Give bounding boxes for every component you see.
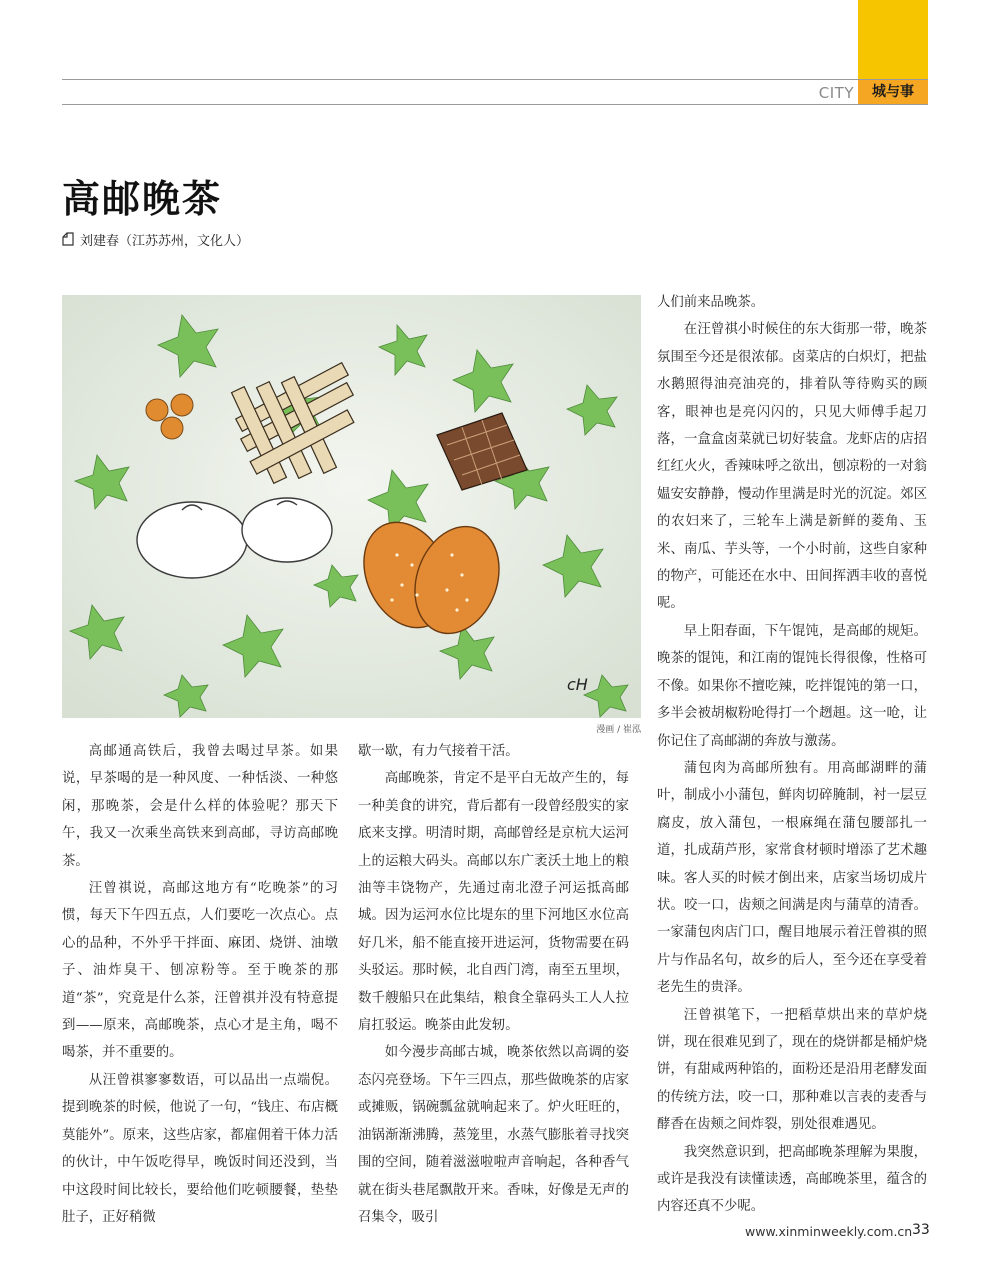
header-rule-top [62, 79, 928, 80]
paragraph: 我突然意识到，把高邮晚茶理解为果腹，或许是我没有读懂读透，高邮晚茶里，蕴含的内容还真不少呢。 [657, 1144, 927, 1215]
illustration-artwork [62, 295, 641, 718]
food-illustration [62, 295, 641, 718]
paragraph: 高邮通高铁后，我曾去喝过早茶。如果说，早茶喝的是一种风度、一种恬淡、一种悠闲，那晚茶，会是什么样的体验呢？那天下午，我又一次乘坐高铁来到高邮，寻访高邮晚茶。 [62, 744, 338, 869]
section-label: 城与事 [858, 80, 928, 104]
paragraph: 歇一歇，有力气接着干活。 [358, 744, 519, 759]
illustration-credit: 漫画 / 崔泓 [596, 725, 641, 735]
pen-icon [62, 232, 74, 246]
footer-url[interactable]: www.xinminweekly.com.cn [745, 1224, 913, 1239]
article-column-3 [657, 289, 927, 1221]
paragraph: 在汪曾祺小时候住的东大街那一带，晚茶氛围至今还是很浓郁。卤菜店的白炽灯，把盐水鹅照得油亮油亮的，排着队等待购买的顾客，眼神也是亮闪闪的，只见大师傅手起刀落，一盒盒卤菜就已切好装盒。龙虾店的店招红红火火，香辣味呼之欲出，刨凉粉的一对翁媪安安静静，慢动作里满是时光的沉淀。郊区的农妇来了，三轮车上满是新鲜的菱角、玉米、南瓜、芋头等，一个小时前，这些自家种的物产，可能还在水中、田间挥洒丰收的喜悦呢。 [657, 322, 927, 612]
illustration-signature: cH [567, 675, 588, 694]
article-title: 高邮晚茶 [62, 177, 223, 221]
paragraph: 汪曾祺笔下，一把稻草烘出来的草炉烧饼，现在很难见到了，现在的烧饼都是桶炉烧饼，有甜咸两种馅的，面粉还是沿用老酵发面的传统方法，咬一口，那种难以言表的麦香与酵香在齿颊之间炸裂，别处很难遇见。 [657, 1007, 927, 1133]
header-rule-bottom [62, 104, 928, 105]
author-name: 刘建春（江苏苏州，文化人） [80, 233, 250, 249]
author-line [62, 229, 249, 249]
page-number: 33 [912, 1222, 930, 1238]
city-label: CITY [818, 84, 854, 102]
section-color-tab [858, 0, 928, 84]
paragraph: 人们前来品晚茶。 [657, 295, 765, 310]
paragraph: 如今漫步高邮古城，晚茶依然以高调的姿态闪亮登场。下午三四点，那些做晚茶的店家或摊贩，锅碗瓢盆就响起来了。炉火旺旺的，油锅渐渐沸腾，蒸笼里，水蒸气膨胀着寻找突围的空间，随着滋滋啦啦声音响起，各种香气就在街头巷尾飘散开来。香味，好像是无声的召集令，吸引 [358, 1045, 629, 1225]
paragraph: 蒲包肉为高邮所独有。用高邮湖畔的蒲叶，制成小小蒲包，鲜肉切碎腌制，衬一层豆腐皮，放入蒲包，一根麻绳在蒲包腰部扎一道，扎成葫芦形，家常食材顿时增添了艺术趣味。客人买的时候才倒出来，店家当场切成片状。咬一口，齿颊之间满是肉与蒲草的清香。一家蒲包肉店门口，醒目地展示着汪曾祺的照片与作品名句，故乡的后人，至今还在享受着老先生的贵泽。 [657, 760, 927, 996]
paragraph: 高邮晚茶，肯定不是平白无故产生的，每一种美食的讲究，背后都有一段曾经殷实的家底来支撑。明清时期，高邮曾经是京杭大运河上的运粮大码头。高邮以东广袤沃土地上的粮油等丰饶物产，先通过南北澄子河运抵高邮城。因为运河水位比堤东的里下河地区水位高好几米，船不能直接开进运河，货物需要在码头驳运。那时候，北自西门湾，南至五里坝，数千艘船只在此集结，粮食全靠码头工人人拉肩扛驳运。晚茶由此发轫。 [358, 771, 629, 1034]
paragraph: 早上阳春面，下午馄饨，是高邮的规矩。晚茶的馄饨，和江南的馄饨长得很像，性格可不像。如果你不擅吃辣，吃拌馄饨的第一口，多半会被胡椒粉呛得打一个趔趄。这一呛，让你记住了高邮湖的奔放与激荡。 [657, 623, 927, 749]
paragraph: 从汪曾祺寥寥数语，可以品出一点端倪。提到晚茶的时候，他说了一句，“钱庄、布店概莫能外”。原来，这些店家，都雇佣着干体力活的伙计，中午饭吃得早，晚饭时间还没到，当中这段时间比较长，要给他们吃顿腰餐，垫垫肚子，正好稍微 [62, 1072, 338, 1225]
article-column-1 [62, 738, 338, 1231]
paragraph: 汪曾祺说，高邮这地方有“吃晚茶”的习惯，每天下午四五点，人们要吃一次点心。点心的品种，不外乎干拌面、麻团、烧饼、油墩子、油炸臭干、刨凉粉等。至于晚茶的那道“茶”，究竟是什么茶，汪曾祺并没有特意提到——原来，高邮晚茶，点心才是主角，喝不喝茶，并不重要的。 [62, 881, 338, 1061]
article-column-2 [358, 738, 629, 1231]
